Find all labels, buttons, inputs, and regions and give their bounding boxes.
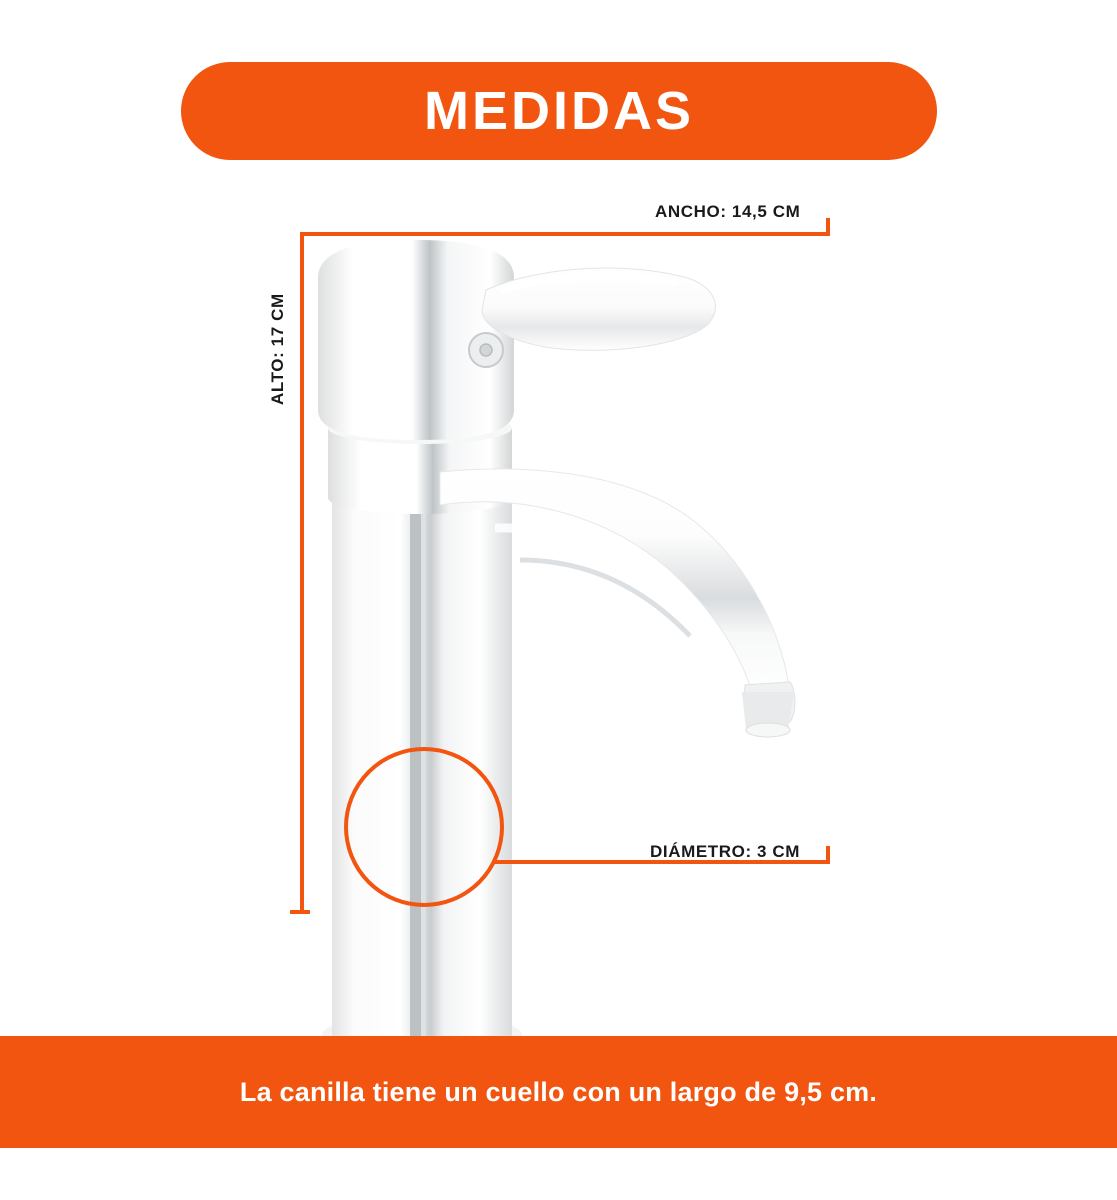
ancho-rule-end-tick [826, 218, 830, 236]
measurement-label-ancho: ANCHO: 14,5 CM [655, 202, 801, 221]
diametro-highlight-circle [344, 747, 504, 907]
measurement-label-alto: ALTO: 17 CM [268, 293, 287, 405]
alto-rule [300, 232, 304, 914]
footer-banner [0, 1036, 1117, 1148]
diametro-rule-end-tick [826, 846, 830, 864]
footer-note: La canilla tiene un cuello con un largo de 9,5 cm. [239, 1076, 878, 1107]
page-title: MEDIDAS [423, 81, 694, 141]
page-title-banner [181, 62, 937, 160]
measurement-label-diametro: DIÁMETRO: 3 CM [650, 842, 801, 861]
measurement-diagram [0, 170, 1117, 1030]
faucet-illustration [290, 230, 850, 1060]
alto-rule-end-tick [290, 910, 310, 914]
ancho-rule [300, 232, 830, 236]
